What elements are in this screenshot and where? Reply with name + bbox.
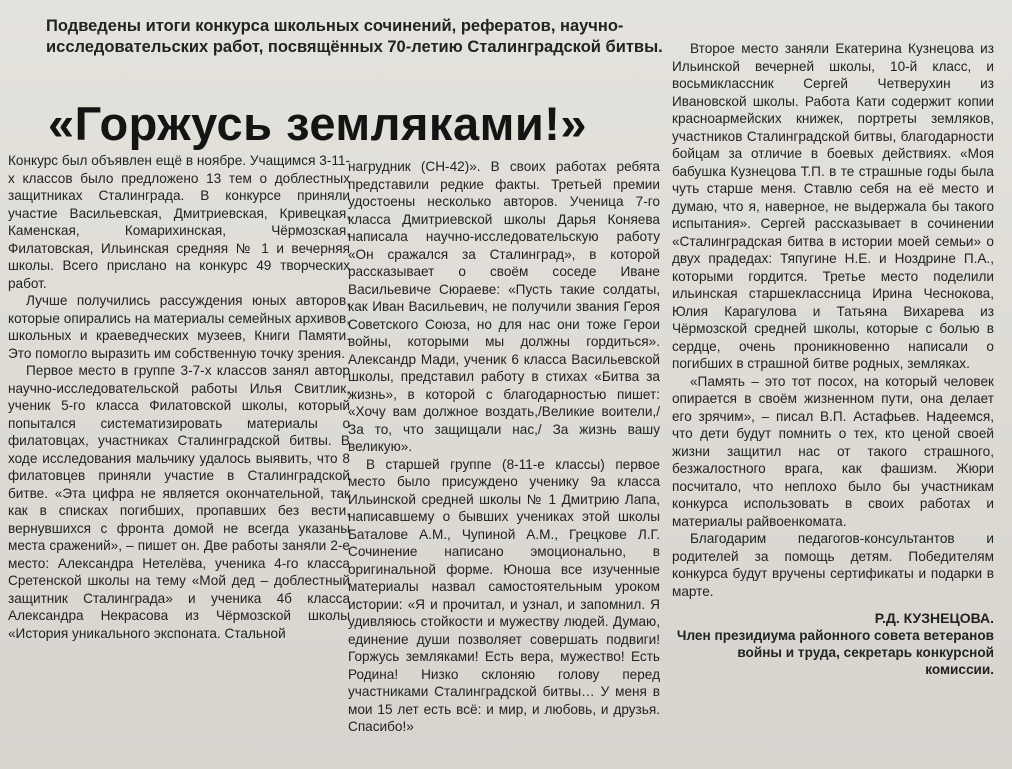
column2-paragraph-2: В старшей группе (8-11-е классы) первое место было присуждено ученику 9а класса Ильинской средней школы № 1 Дмитрию Лапа, написавшему о бывших учениках этой школы Баталове А.М., Чупиной А.М., Грецкове Л.Г. Сочинение написано эмоционально, в оригинальной форме. Юноша все изученные материалы назвал самостоятельным уроком истории: «Я и прочитал, и узнал, и запомнил. Я удивляюсь стойкости и мужеству людей. Думаю, единение души позволяет совершать подвиги! Горжусь земляками! Есть вера, мужество! Есть Родина! Низко склоняю голову перед участниками Сталинградской битвы… У меня в мои 15 лет есть всё: и мир, и любовь, и друзья. Спасибо!» <box>348 456 660 734</box>
column1-paragraph-2: Лучше получились рассуждения юных авторов, которые опирались на материалы семейных архивов, школьных и краеведческих музеев, Книги Памяти. Это помогло выразить им собственную точку зрения. <box>8 293 350 361</box>
article-lead: Подведены итоги конкурса школьных сочинений, рефератов, научно-исследовательских работ, посвящённых 70-летию Сталинградской битвы. <box>46 17 663 56</box>
column3-paragraph-3: Благодарим педагогов-консультантов и родителей за помощь детям. Победителям конкурса будут вручены сертификаты и подарки в марте. <box>672 531 994 599</box>
column1-paragraph-3: Первое место в группе 3-7-х классов занял автор научно-исследовательской работы Илья Свитлик, ученик 5-го класса Филатовской школы, который попытался систематизировать материалы о филатовцах, участниках Сталинградской битвы. В ходе исследования мальчику удалось выявить, что 8 филатовцев приняли участие в Сталинградской битве. «Эта цифра не является окончательной, так как в списках погибших, пропавших без вести, вернувшихся с фронта домой не всегда указаны места сражений», – пишет он. Две работы заняли 2-е место: Александра Нетелёва, ученика 4-го класса Сретенской школы на тему «Мой дед – доблестный защитник Сталинграда» и ученика 4б класса Александра Некрасова из Чёрмозской школы «История уникального экспоната. Стальной <box>8 363 350 641</box>
author-name: Р.Д. КУЗНЕЦОВА. <box>874 610 994 626</box>
article-column-3 <box>672 40 994 678</box>
column1-paragraph-1: Конкурс был объявлен ещё в ноябре. Учащимся 3-11-х классов было предложено 13 тем о доблестных защитниках Сталинграда. В конкурсе приняли участие Васильевская, Дмитриевская, Кривецкая, Каменская, Комарихинская, Чёрмозская, Филатовская, Ильинская средняя № 1 и вечерняя школы. Всего прислано на конкурс 49 творческих работ. <box>8 153 350 291</box>
article-column-1 <box>8 152 350 642</box>
article-headline: «Горжусь земляками!» <box>48 97 588 150</box>
column3-paragraph-1: Второе место заняли Екатерина Кузнецова из Ильинской вечерней школы, 10-й класс, и восьмиклассник Сергей Четверухин из Ивановской школы. Работа Кати содержит копии красноармейских книжек, портреты земляков, участников Сталинградской битвы, благодарности бойцам за отличие в боевых действиях. «Моя бабушка Кузнецова Т.П. в те страшные годы была чуть старше меня. Ставлю себя на её место и думаю, что я, наверное, не выдержала бы такого испытания». Сергей рассказывает в сочинении «Сталинградская битва в истории моей семьи» о двух прадедах: Тяпугине Н.Е. и Ноздрине П.А., которыми гордится. Третье место поделили ильинская старшеклассница Ирина Чеснокова, Юлия Карагулова и Татьяна Вихарева из Чёрмозской средней школы, которые с болью в сердце, очень проникновенно написали о погибших в страшной битве родных, земляках. <box>672 41 994 371</box>
article-column-2 <box>348 158 660 736</box>
author-signature <box>672 610 994 678</box>
column3-paragraph-2: «Память – это тот посох, на который человек опирается в своём жизненном пути, она делает его зрячим», – писал В.П. Астафьев. Надеемся, что дети будут помнить о тех, кто ценой своей жизни защитил нас от такого страшного, безжалостного врага, как фашизм. Жюри посчитало, что неплохо было бы участникам конкурса использовать в своих работах и материалы райвоенкомата. <box>672 373 994 529</box>
author-title: Член президиума районного совета ветеранов войны и труда, секретарь конкурсной комиссии. <box>676 628 994 677</box>
column2-paragraph-1: нагрудник (СН-42)». В своих работах ребята представили редкие факты. Третьей премии удостоены несколько авторов. Ученица 7-го класса Дмитриевской школы Дарья Коняева написала научно-исследовательскую работу «Он сражался за Сталинград», в которой рассказывает о своём соседе Иване Васильевиче Сюраеве: «Пусть такие солдаты, как Иван Васильевич, не получили звания Героя Советского Союза, но для нас они тоже Герои войны, которыми мы должны гордиться». Александр Мади, ученик 6 класса Васильевской школы, представил работу в стихах «Битва за жизнь», в которой с благодарностью пишет: «Хочу вам должное воздать,/Великие воители,/ За то, что защищали нас,/ За жизнь вашу великую». <box>348 159 660 454</box>
